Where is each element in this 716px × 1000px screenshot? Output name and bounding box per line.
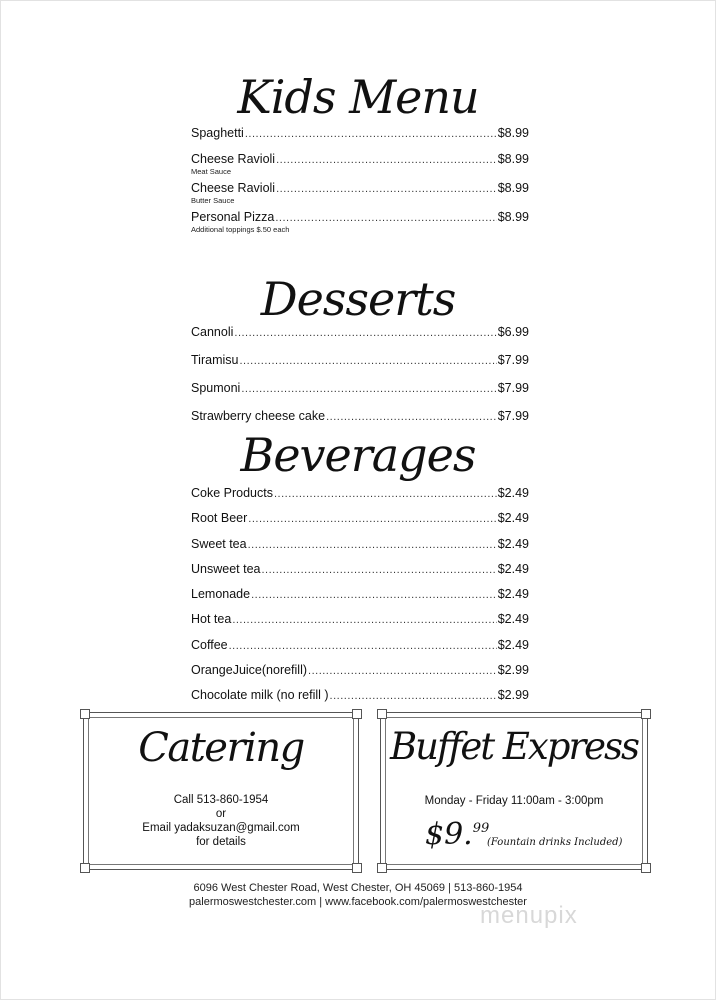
item-price: $2.49	[497, 637, 529, 652]
corner-ornament	[80, 709, 90, 719]
list-item	[191, 181, 529, 205]
item-name: OrangeJuice(norefill)	[191, 663, 308, 678]
item-note: Butter Sauce	[191, 196, 235, 205]
corner-ornament	[377, 709, 387, 719]
item-name: Cheese Ravioli	[191, 152, 276, 166]
item-name: Coffee	[191, 637, 228, 652]
leader-dots	[330, 689, 497, 704]
catering-details: for details	[196, 836, 246, 848]
list-item	[191, 152, 529, 176]
list-item	[191, 353, 529, 369]
footer-links: palermoswestchester.com | www.facebook.com/palermoswestchester	[189, 896, 527, 908]
corner-ornament	[352, 709, 362, 719]
buffet-box	[380, 712, 648, 870]
list-item	[191, 486, 529, 502]
item-name: Coke Products	[191, 486, 273, 500]
list-item	[191, 409, 529, 425]
list-item	[191, 688, 529, 704]
item-name: Tiramisu	[191, 353, 239, 367]
item-name: Hot tea	[191, 612, 232, 627]
leader-dots	[234, 326, 496, 341]
buffet-title: Buffet Express	[389, 725, 639, 768]
desserts-list	[191, 325, 529, 437]
leader-dots	[276, 182, 497, 197]
list-item	[191, 325, 529, 341]
list-item	[191, 511, 529, 527]
catering-box	[83, 712, 359, 870]
list-item	[191, 126, 529, 142]
catering-contact	[84, 793, 358, 849]
item-note: Additional toppings $.50 each	[191, 225, 290, 234]
item-name: Cheese Ravioli	[191, 181, 276, 195]
item-name: Chocolate milk (no refill )	[191, 688, 329, 703]
item-price: $2.49	[497, 511, 529, 526]
item-note: Meat Sauce	[191, 167, 232, 176]
item-price: $2.49	[497, 612, 529, 627]
leader-dots	[308, 664, 497, 679]
item-name: Cannoli	[191, 325, 234, 339]
item-price: $7.99	[497, 353, 529, 367]
item-price: $8.99	[497, 181, 529, 195]
footer	[0, 881, 716, 909]
corner-ornament	[80, 863, 90, 873]
catering-email: Email yadaksuzan@gmail.com	[142, 822, 300, 834]
footer-address: 6096 West Chester Road, West Chester, OH 45069 | 513-860-1954	[193, 882, 523, 894]
item-price: $8.99	[497, 152, 529, 166]
item-price: $7.99	[497, 409, 529, 423]
kids-menu-heading: Kids Menu	[237, 70, 479, 124]
item-price: $2.49	[497, 561, 529, 576]
list-item	[191, 537, 529, 553]
leader-dots	[245, 127, 497, 142]
list-item	[191, 663, 529, 679]
leader-dots	[261, 563, 496, 578]
list-item	[191, 612, 529, 628]
leader-dots	[251, 588, 497, 603]
leader-dots	[229, 639, 497, 654]
item-name: Spaghetti	[191, 126, 244, 140]
catering-title: Catering	[138, 725, 304, 771]
catering-or: or	[215, 808, 227, 820]
item-price: $2.49	[497, 486, 529, 500]
leader-dots	[239, 354, 496, 369]
watermark: menupix	[480, 902, 578, 929]
item-name: Personal Pizza	[191, 210, 275, 224]
item-price: $7.99	[497, 381, 529, 395]
buffet-note: (Fountain drinks Included)	[487, 837, 623, 848]
item-name: Unsweet tea	[191, 561, 261, 576]
item-name: Spumoni	[191, 381, 241, 395]
beverages-heading: Beverages	[240, 428, 476, 482]
buffet-price-cents: 99	[472, 821, 490, 836]
list-item	[191, 381, 529, 397]
list-item	[191, 638, 529, 654]
leader-dots	[241, 382, 496, 397]
leader-dots	[326, 410, 497, 425]
corner-ornament	[352, 863, 362, 873]
buffet-hours: Monday - Friday 11:00am - 3:00pm	[424, 795, 604, 807]
list-item	[191, 587, 529, 603]
item-price: $8.99	[497, 210, 529, 224]
catering-phone: Call 513-860-1954	[173, 794, 269, 806]
corner-ornament	[641, 863, 651, 873]
item-name: Root Beer	[191, 511, 248, 526]
item-price: $2.49	[497, 587, 529, 602]
leader-dots	[275, 211, 496, 226]
item-price: $2.99	[497, 688, 529, 703]
item-name: Sweet tea	[191, 536, 247, 551]
desserts-heading: Desserts	[260, 272, 456, 326]
buffet-price-main: $9.	[425, 817, 473, 852]
corner-ornament	[377, 863, 387, 873]
item-name: Lemonade	[191, 587, 251, 602]
beverages-list	[191, 486, 529, 714]
item-price: $2.99	[497, 663, 529, 678]
leader-dots	[232, 613, 496, 628]
leader-dots	[276, 153, 497, 168]
list-item	[191, 210, 529, 234]
item-name: Strawberry cheese cake	[191, 409, 326, 423]
item-price: $2.49	[497, 536, 529, 551]
buffet-price	[425, 817, 489, 852]
corner-ornament	[641, 709, 651, 719]
kids-menu-list	[191, 126, 529, 239]
list-item	[191, 562, 529, 578]
leader-dots	[248, 512, 496, 527]
leader-dots	[274, 487, 497, 502]
item-price: $8.99	[497, 126, 529, 140]
item-price: $6.99	[497, 325, 529, 339]
leader-dots	[248, 538, 497, 553]
